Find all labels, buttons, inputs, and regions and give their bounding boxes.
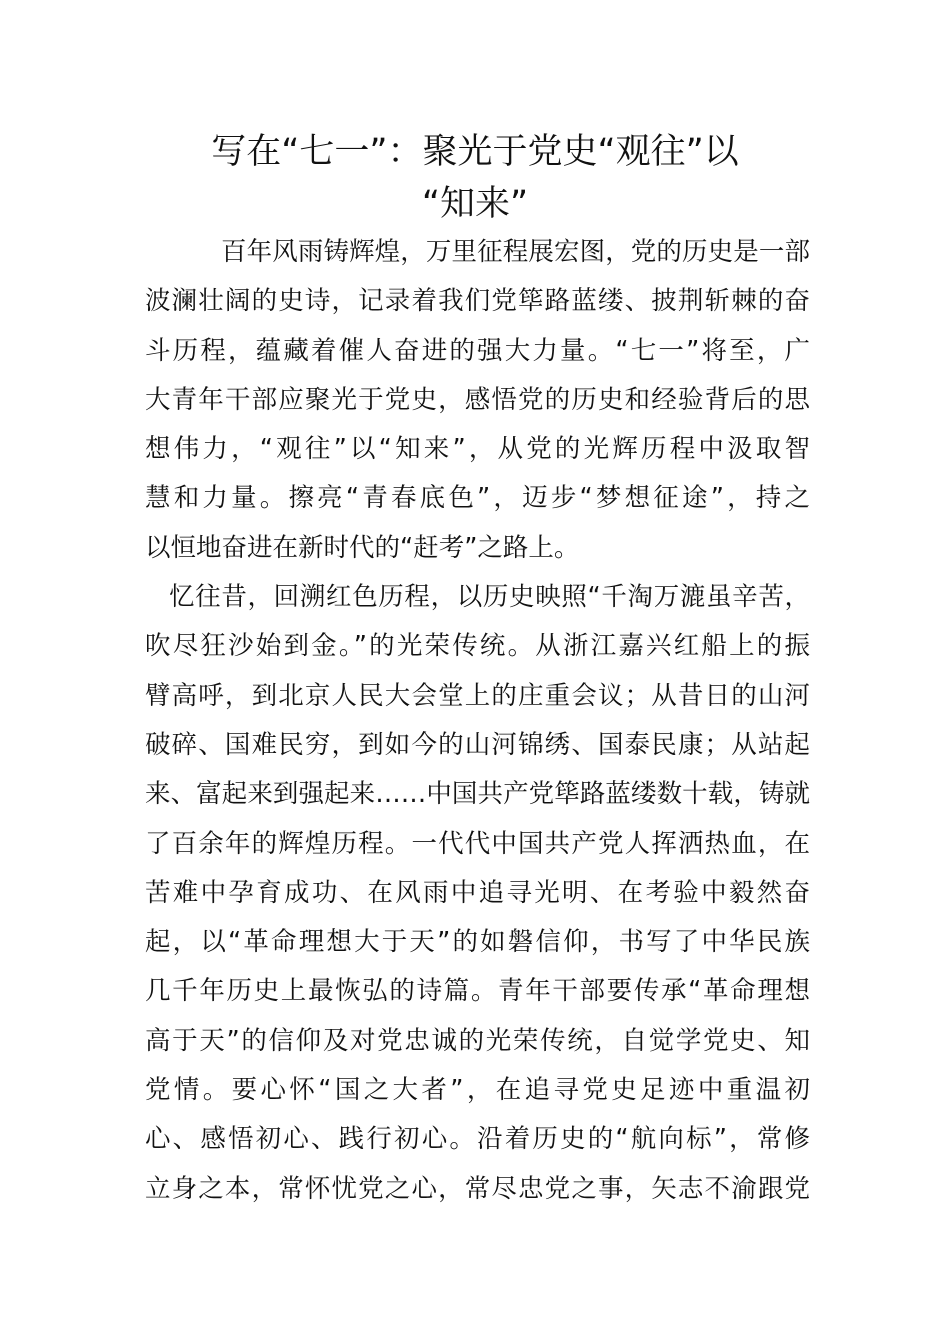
text-line: 以恒地奋进在新时代的“赶考”之路上。 (145, 532, 580, 563)
text-line: 慧和力量。擦亮“青春底色”，迈步“梦想征途”，持之 (145, 483, 810, 514)
text-line: 百年风雨铸辉煌，万里征程展宏图，党的历史是一部 (221, 237, 810, 267)
text-line: 苦难中孕育成功、在风雨中追寻光明、在考验中毅然奋 (145, 877, 810, 908)
text-line: 党情。要心怀“国之大者”，在追寻党史足迹中重温初 (145, 1075, 810, 1106)
text-line: 破碎、国难民穷，到如今的山河锦绣、国泰民康；从站起 (145, 729, 810, 760)
text-line: 忆往昔，回溯红色历程，以历史映照“千淘万漉虽辛苦， (169, 582, 810, 613)
text-line: 高于天”的信仰及对党忠诚的光荣传统，自觉学党史、知 (145, 1025, 810, 1056)
text-line: 起，以“革命理想大于天”的如磐信仰，书写了中华民族 (145, 927, 810, 958)
text-line: 心、感悟初心、践行初心。沿着历史的“航向标”，常修 (145, 1124, 810, 1155)
document-body (145, 228, 810, 1214)
title-line: 写在“七一”：聚光于党史“观往”以 (211, 132, 739, 172)
text-line: 吹尽狂沙始到金。”的光荣传统。从浙江嘉兴红船上的振 (145, 631, 810, 662)
text-line: 波澜壮阔的史诗，记录着我们党筚路蓝缕、披荆斩棘的奋 (145, 286, 810, 317)
text-line: 斗历程，蕴藏着催人奋进的强大力量。“七一”将至，广 (145, 335, 810, 366)
title-line: “知来” (421, 184, 529, 224)
paragraph (145, 573, 810, 1214)
text-line: 几千年历史上最恢弘的诗篇。青年干部要传承“革命理想 (145, 976, 810, 1007)
text-line: 立身之本，常怀忧党之心，常尽忠党之事，矢志不渝跟党 (145, 1173, 810, 1204)
text-line: 臂高呼，到北京人民大会堂上的庄重会议；从昔日的山河 (145, 680, 810, 711)
text-line: 来、富起来到强起来……中国共产党筚路蓝缕数十载，铸就 (145, 779, 810, 810)
text-line: 了百余年的辉煌历程。一代代中国共产党人挥洒热血，在 (145, 828, 810, 859)
text-line: 大青年干部应聚光于党史，感悟党的历史和经验背后的思 (145, 384, 810, 415)
text-line: 想伟力，“观往”以“知来”，从党的光辉历程中汲取智 (145, 434, 810, 465)
paragraph (145, 228, 810, 573)
document-title (140, 126, 810, 230)
